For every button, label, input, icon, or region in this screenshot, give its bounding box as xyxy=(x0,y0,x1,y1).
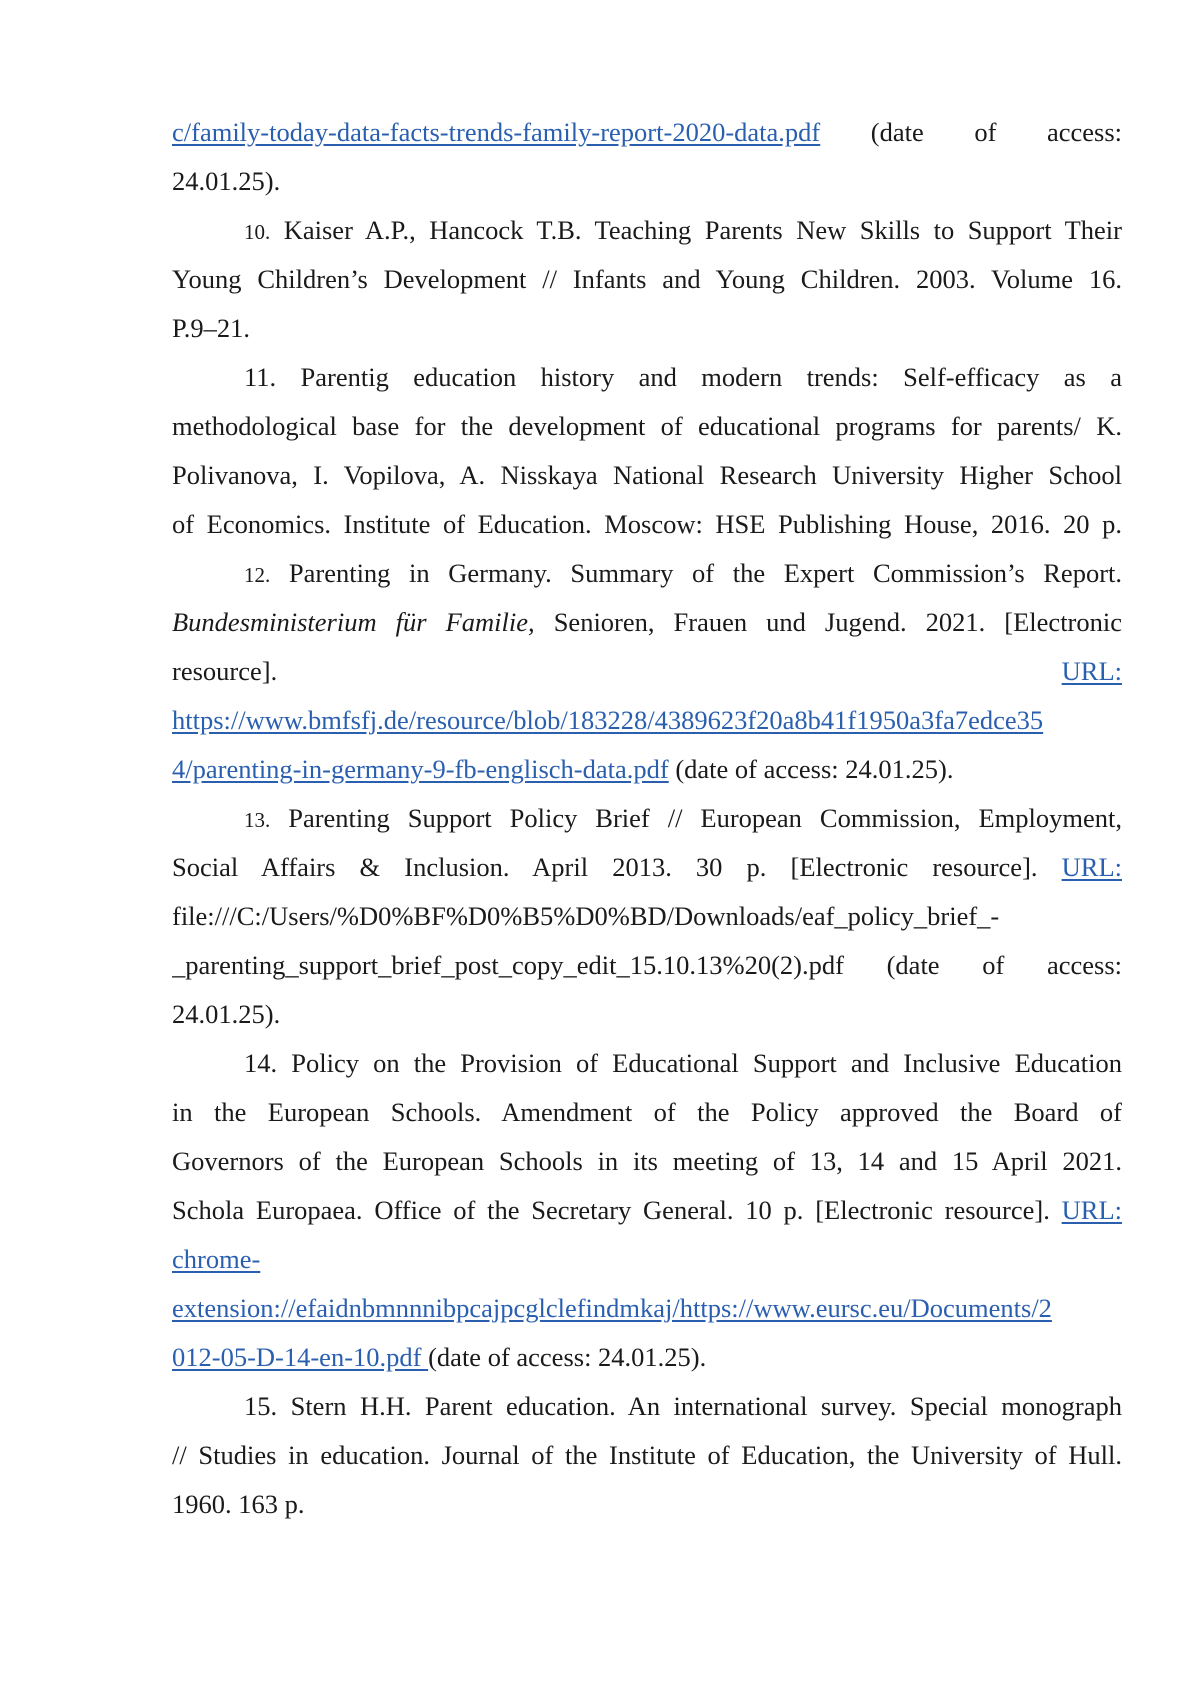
ref13-line2: Social Affairs & Inclusion. April 2013. 30 p. [Electronic resource]. URL: xyxy=(172,843,1122,892)
ref10-line2: Young Children’s Development // Infants and Young Children. 2003. Volume 16. xyxy=(172,255,1122,304)
ref15-line3: 1960. 163 p. xyxy=(172,1480,1122,1529)
ref15-line2: // Studies in education. Journal of the Institute of Education, the University of Hull. xyxy=(172,1431,1122,1480)
ref9-link[interactable]: c/family-today-data-facts-trends-family-report-2020-data.pdf xyxy=(172,117,820,147)
ref13-line1: 13. Parenting Support Policy Brief // European Commission, Employment, xyxy=(172,794,1122,843)
ref15-number: 15. xyxy=(244,1391,277,1421)
ref14-link-line2 xyxy=(172,1284,1122,1333)
ref10-line3: P.9–21. xyxy=(172,304,1122,353)
ref12-line2: Bundesministerium für Familie, Senioren, Frauen und Jugend. 2021. [Electronic xyxy=(172,598,1122,647)
ref15-line1: 15. Stern H.H. Parent education. An international survey. Special monograph xyxy=(172,1382,1122,1431)
ref13-url-label[interactable]: URL: xyxy=(1062,852,1122,882)
ref14-line4: Schola Europaea. Office of the Secretary General. 10 p. [Electronic resource]. URL: xyxy=(172,1186,1122,1235)
ref14-link-part1[interactable]: chrome- xyxy=(172,1244,260,1274)
ref14-number: 14. xyxy=(244,1048,277,1078)
ref13-line5: 24.01.25). xyxy=(172,990,1122,1039)
ref14-line2: in the European Schools. Amendment of the Policy approved the Board of xyxy=(172,1088,1122,1137)
ref13-number: 13. xyxy=(244,808,270,832)
ref13-line3: file:///C:/Users/%D0%BF%D0%B5%D0%BD/Downloads/eaf_policy_brief_- xyxy=(172,892,1122,941)
ref9-access: (date of access: xyxy=(871,117,1122,147)
reference-list xyxy=(172,108,1122,1529)
ref12-link-line1 xyxy=(172,696,1122,745)
ref14-url-label[interactable]: URL: xyxy=(1062,1195,1122,1225)
ref12-url-label[interactable]: URL: xyxy=(1062,656,1122,686)
ref14-line1: 14. Policy on the Provision of Educational Support and Inclusive Education xyxy=(172,1039,1122,1088)
ref11-line4: of Economics. Institute of Education. Moscow: HSE Publishing House, 2016. 20 p. xyxy=(172,500,1122,549)
ref11-number: 11. xyxy=(244,362,276,392)
ref9-line2: 24.01.25). xyxy=(172,157,1122,206)
ref14-link-part3[interactable]: 012-05-D-14-en-10.pdf xyxy=(172,1342,428,1372)
ref12-line3: resource]. URL: xyxy=(172,647,1122,696)
ref10-number: 10. xyxy=(244,220,270,244)
ref14-line3: Governors of the European Schools in its meeting of 13, 14 and 15 April 2021. xyxy=(172,1137,1122,1186)
ref12-link-part2[interactable]: 4/parenting-in-germany-9-fb-englisch-data.pdf xyxy=(172,754,669,784)
ref11-line1: 11. Parentig education history and modern trends: Self-efficacy as a xyxy=(172,353,1122,402)
ref12-link-part1[interactable]: https://www.bmfsfj.de/resource/blob/183228/4389623f20a8b41f1950a3fa7edce35 xyxy=(172,705,1043,735)
ref14-link-part2[interactable]: extension://efaidnbmnnnibpcajpcglclefindmkaj/https://www.eursc.eu/Documents/2 xyxy=(172,1293,1052,1323)
ref12-publisher-italic: Bundesministerium für Familie, xyxy=(172,607,535,637)
ref9-line1 xyxy=(172,108,1122,157)
ref14-link-line3: 012-05-D-14-en-10.pdf (date of access: 24.01.25). xyxy=(172,1333,1122,1382)
ref13-line4: _parenting_support_brief_post_copy_edit_15.10.13%20(2).pdf (date of access: xyxy=(172,941,1122,990)
ref11-line2: methodological base for the development of educational programs for parents/ K. xyxy=(172,402,1122,451)
ref11-line3: Polivanova, I. Vopilova, A. Nisskaya National Research University Higher School xyxy=(172,451,1122,500)
ref12-line1: 12. Parenting in Germany. Summary of the Expert Commission’s Report. xyxy=(172,549,1122,598)
ref12-link-line2: 4/parenting-in-germany-9-fb-englisch-data.pdf (date of access: 24.01.25). xyxy=(172,745,1122,794)
ref12-number: 12. xyxy=(244,563,270,587)
ref14-link-line1 xyxy=(172,1235,1122,1284)
ref10-line1: 10. Kaiser A.P., Hancock T.B. Teaching Parents New Skills to Support Their xyxy=(172,206,1122,255)
